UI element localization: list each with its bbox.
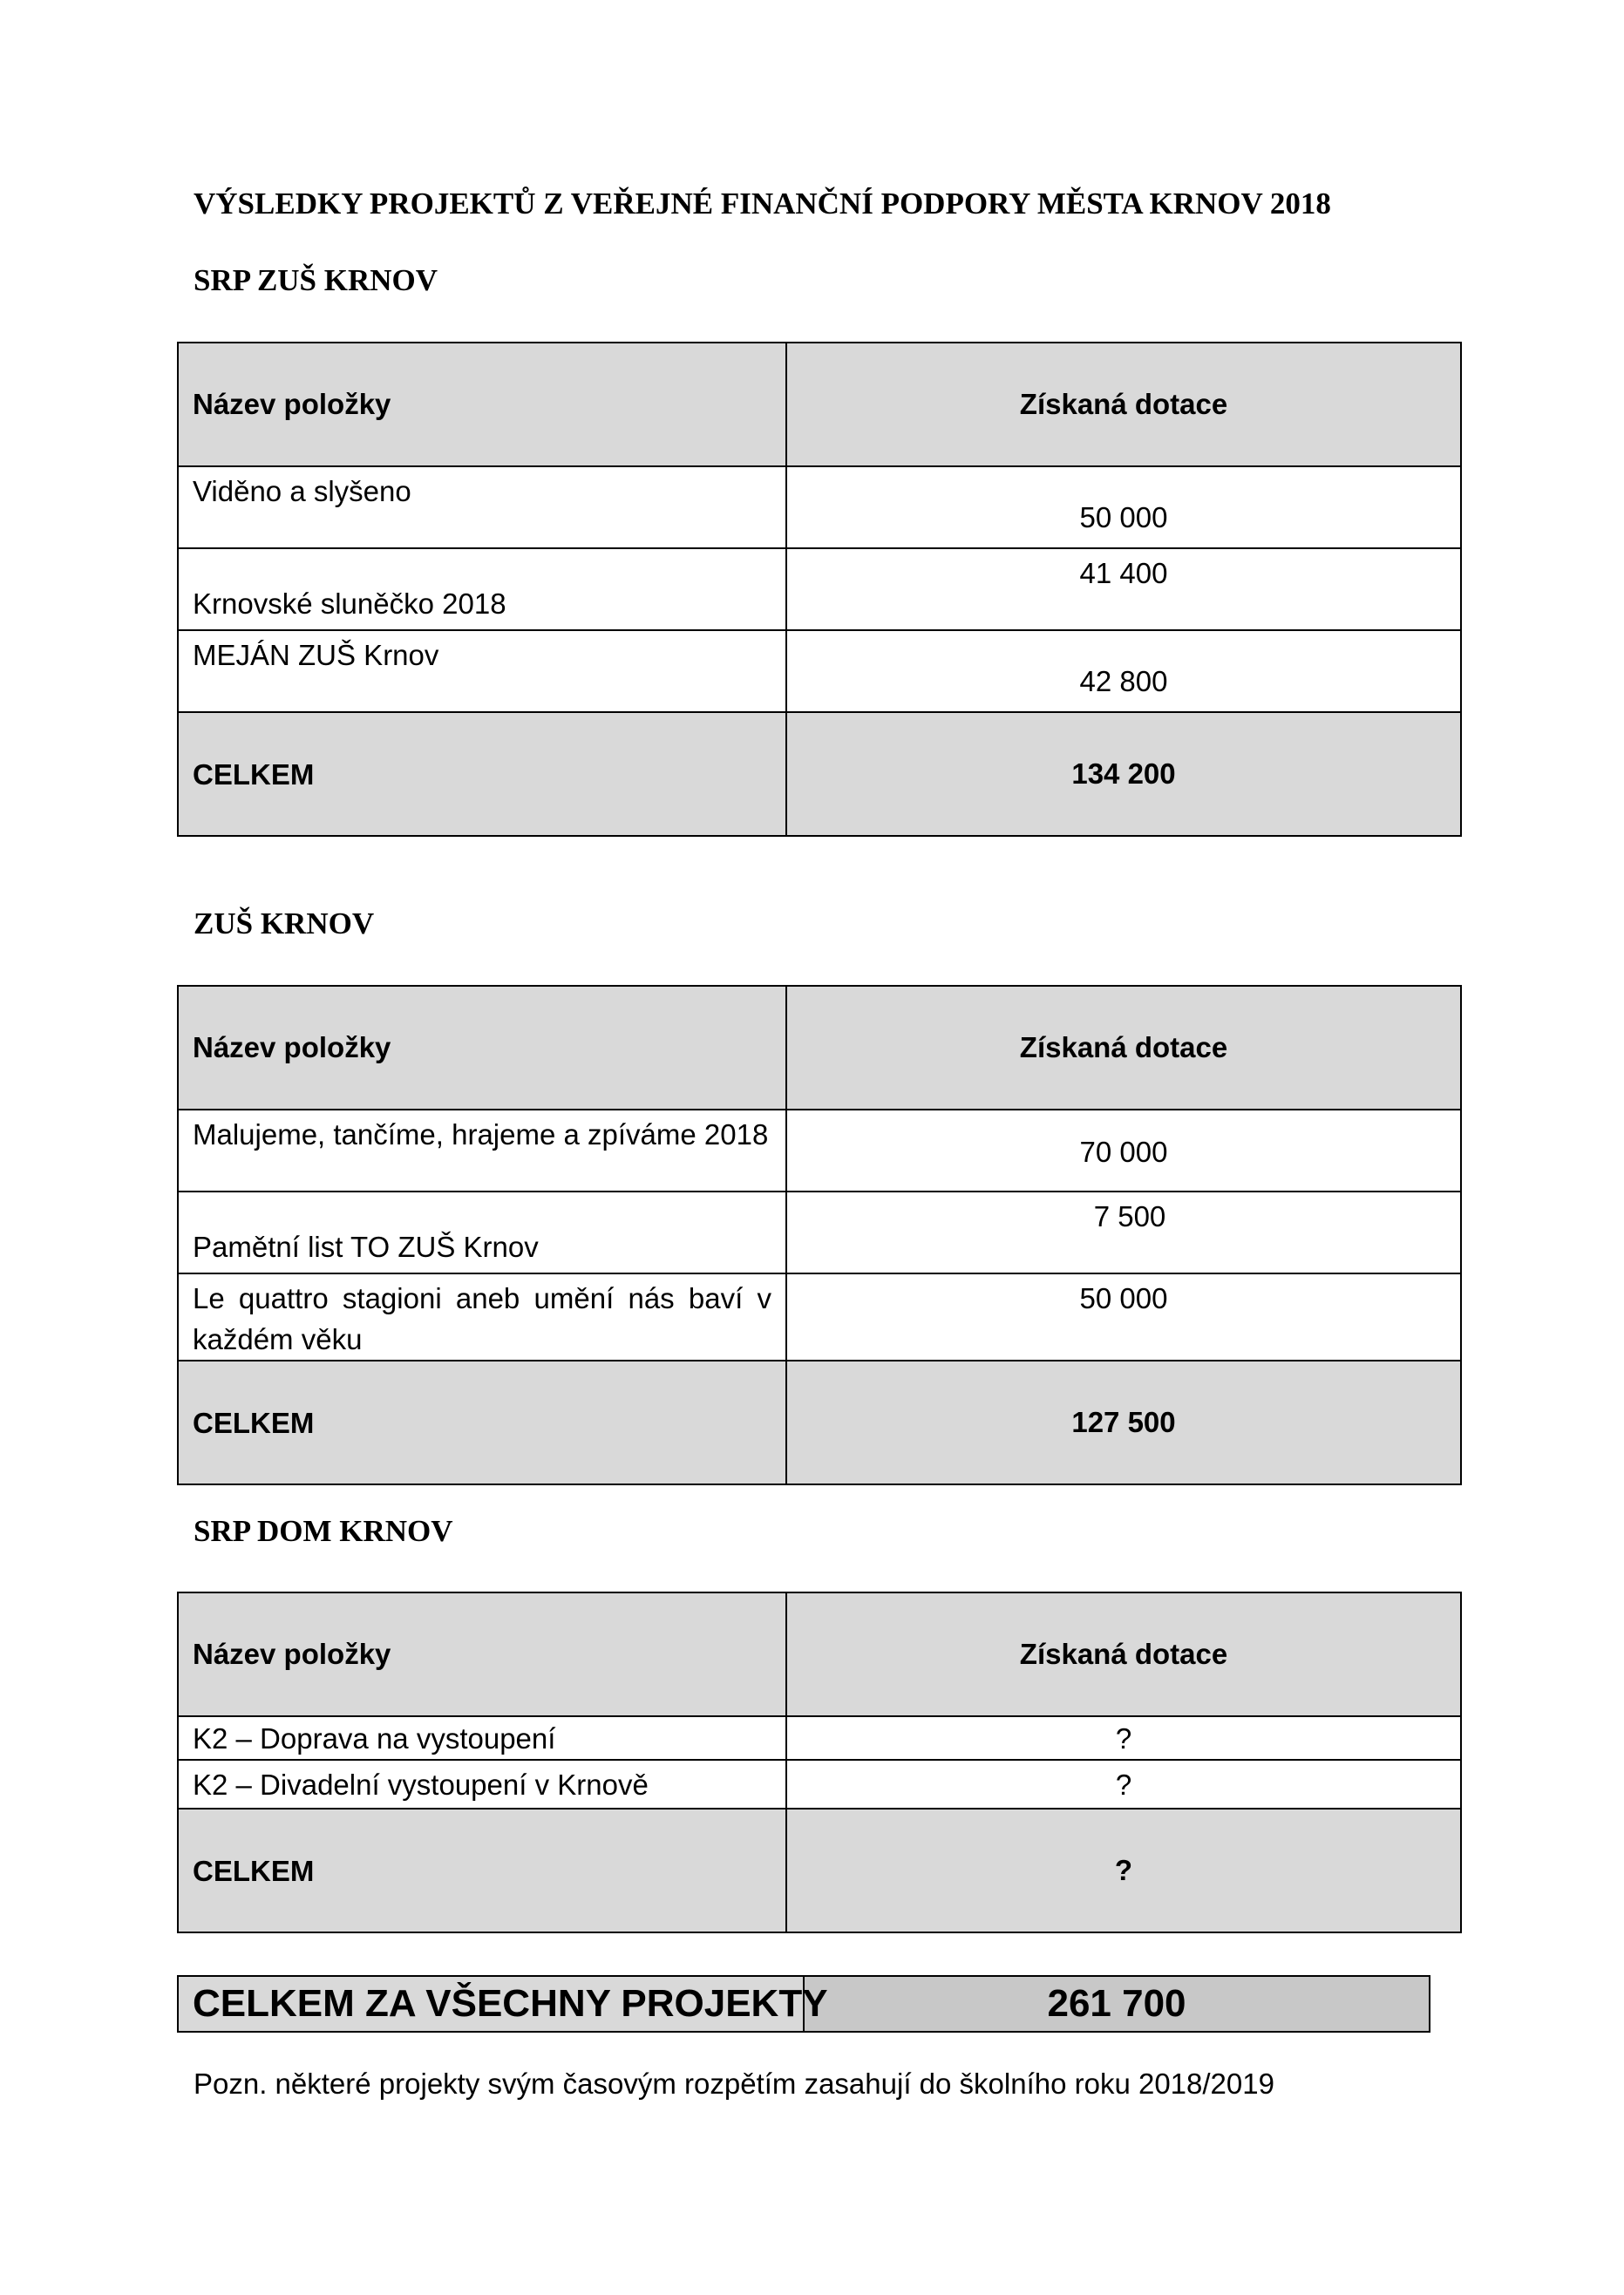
- column-header-item-name: Název položky: [178, 986, 786, 1110]
- table-zus-krnov: [177, 985, 1462, 1485]
- column-header-grant: Získaná dotace: [786, 343, 1461, 466]
- table-srp-dom-krnov: [177, 1592, 1462, 1933]
- item-name: Malujeme, tančíme, hrajeme a zpíváme 2018: [178, 1110, 786, 1192]
- column-header-item-name: Název položky: [178, 1592, 786, 1716]
- item-name: MEJÁN ZUŠ Krnov: [178, 630, 786, 712]
- column-header-grant: Získaná dotace: [786, 1592, 1461, 1716]
- item-name: K2 – Doprava na vystoupení: [178, 1716, 786, 1760]
- total-row: [178, 712, 1461, 836]
- item-amount: ?: [786, 1716, 1461, 1760]
- total-amount: ?: [786, 1809, 1461, 1932]
- table-srp-zus-krnov: [177, 342, 1462, 837]
- column-header-grant: Získaná dotace: [786, 986, 1461, 1110]
- total-label: CELKEM: [178, 1809, 786, 1932]
- table-row: [178, 548, 1461, 630]
- item-amount: 42 800: [786, 630, 1461, 712]
- total-amount: 127 500: [786, 1361, 1461, 1484]
- item-name: Viděno a slyšeno: [178, 466, 786, 548]
- total-label: CELKEM: [178, 712, 786, 836]
- grand-total-table: [177, 1975, 1430, 2033]
- table-row: [178, 630, 1461, 712]
- document-title: VÝSLEDKY PROJEKTŮ Z VEŘEJNÉ FINANČNÍ PODPORY MĚSTA KRNOV 2018: [194, 187, 1331, 221]
- table-header-row: [178, 1592, 1461, 1716]
- grand-total-amount: 261 700: [804, 1976, 1430, 2032]
- item-amount: 70 000: [786, 1110, 1461, 1192]
- total-amount: 134 200: [786, 712, 1461, 836]
- grand-total-label: CELKEM ZA VŠECHNY PROJEKTY: [178, 1976, 804, 2032]
- table-row: [178, 1760, 1461, 1809]
- table-row: [178, 1716, 1461, 1760]
- table-header-row: [178, 343, 1461, 466]
- item-amount: 50 000: [786, 1273, 1461, 1361]
- table-row: [178, 1273, 1461, 1361]
- table-header-row: [178, 986, 1461, 1110]
- item-name: K2 – Divadelní vystoupení v Krnově: [178, 1760, 786, 1809]
- grand-total-row: [178, 1976, 1430, 2032]
- item-name: Le quattro stagioni aneb umění nás baví v každém věku: [178, 1273, 786, 1361]
- item-amount: 7 500: [786, 1192, 1461, 1273]
- section-heading-zus-krnov: ZUŠ KRNOV: [194, 906, 375, 940]
- footnote: Pozn. některé projekty svým časovým rozpětím zasahují do školního roku 2018/2019: [194, 2068, 1274, 2100]
- table-row: [178, 466, 1461, 548]
- item-name: Krnovské sluněčko 2018: [178, 548, 786, 630]
- total-row: [178, 1809, 1461, 1932]
- item-amount: 41 400: [786, 548, 1461, 630]
- item-name: Pamětní list TO ZUŠ Krnov: [178, 1192, 786, 1273]
- section-heading-srp-dom-krnov: SRP DOM KRNOV: [194, 1514, 453, 1548]
- item-amount: 50 000: [786, 466, 1461, 548]
- table-row: [178, 1110, 1461, 1192]
- item-amount: ?: [786, 1760, 1461, 1809]
- section-heading-srp-zus-krnov: SRP ZUŠ KRNOV: [194, 263, 438, 297]
- total-row: [178, 1361, 1461, 1484]
- column-header-item-name: Název položky: [178, 343, 786, 466]
- table-row: [178, 1192, 1461, 1273]
- total-label: CELKEM: [178, 1361, 786, 1484]
